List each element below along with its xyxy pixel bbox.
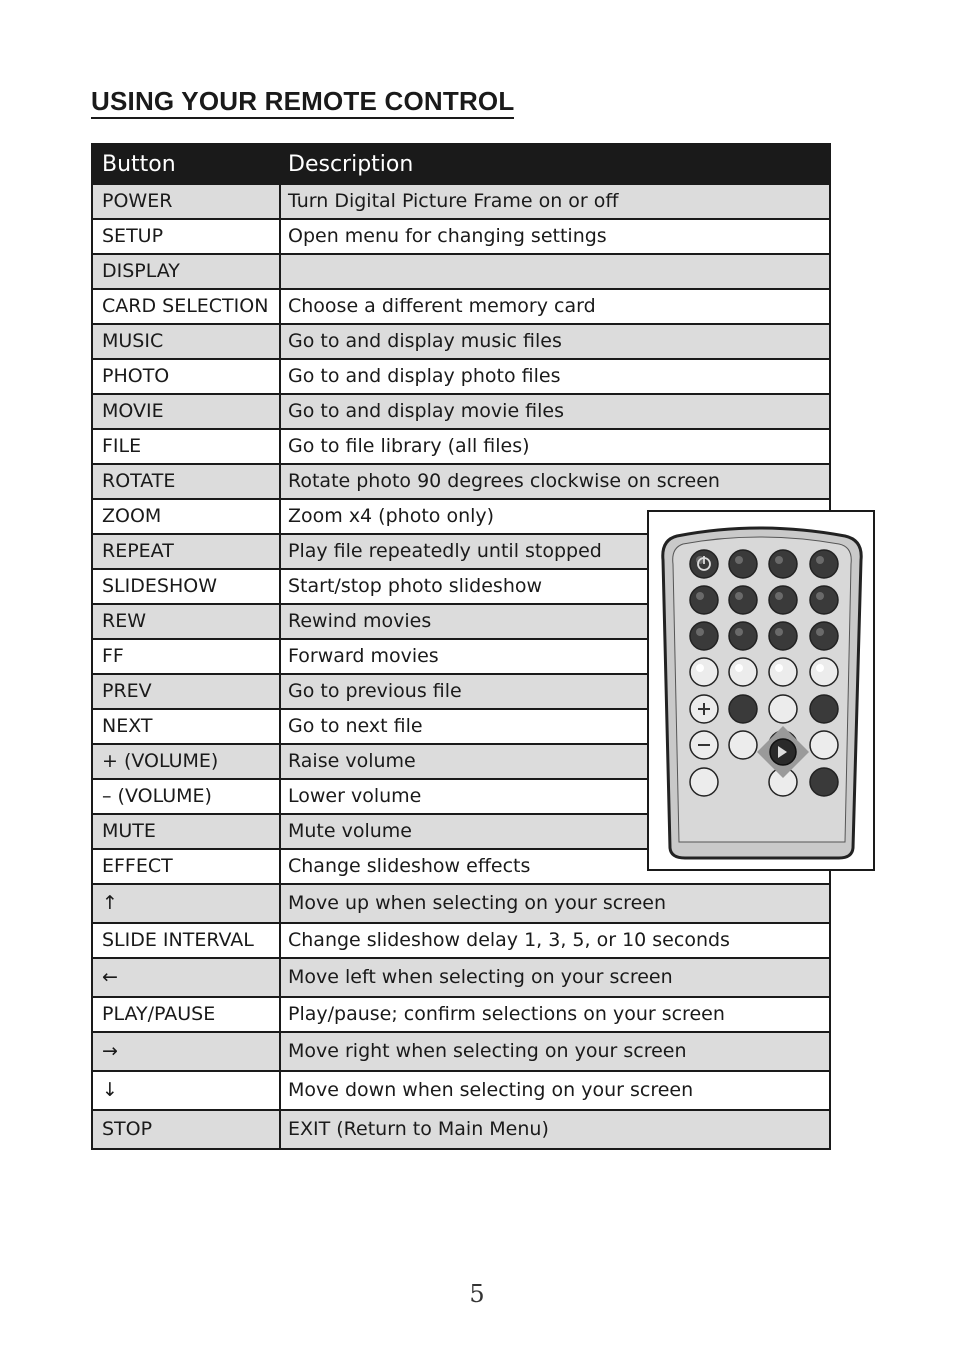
description-cell: Play file repeatedly until stopped: [281, 535, 829, 568]
remote-button-icon: [729, 731, 757, 759]
remote-button-icon: [769, 586, 797, 614]
remote-button-icon: [729, 550, 757, 578]
table-row: [93, 959, 829, 996]
description-cell: Move left when selecting on your screen: [281, 959, 829, 996]
button-name-cell: MUTE: [93, 815, 279, 848]
description-cell: Zoom x4 (photo only): [281, 500, 829, 533]
description-cell: Rotate photo 90 degrees clockwise on screen: [281, 465, 829, 498]
button-highlight: [696, 592, 704, 600]
remote-button-icon: [810, 550, 838, 578]
remote-button-icon: [810, 586, 838, 614]
button-highlight: [816, 556, 824, 564]
remote-button-icon: [769, 695, 797, 723]
table-row: [93, 1111, 829, 1148]
button-name-cell: ZOOM: [93, 500, 279, 533]
description-cell: Mute volume: [281, 815, 829, 848]
description-cell: Raise volume: [281, 745, 829, 778]
button-name-cell: REW: [93, 605, 279, 638]
remote-button-icon: [810, 695, 838, 723]
table-row: [93, 255, 829, 288]
button-highlight: [735, 664, 743, 672]
remote-button-icon: [690, 622, 718, 650]
button-highlight: [775, 628, 783, 636]
remote-button-icon: [690, 658, 718, 686]
description-cell: Go to file library (all files): [281, 430, 829, 463]
button-name-cell: REPEAT: [93, 535, 279, 568]
description-cell: Move down when selecting on your screen: [281, 1072, 829, 1109]
button-name-cell: PREV: [93, 675, 279, 708]
remote-button-icon: [729, 622, 757, 650]
table-row: [93, 1033, 829, 1070]
table-row: [93, 430, 829, 463]
button-name-cell: STOP: [93, 1111, 279, 1148]
button-highlight: [735, 628, 743, 636]
button-highlight: [775, 592, 783, 600]
remote-button-icon: [810, 622, 838, 650]
description-cell: Change slideshow delay 1, 3, 5, or 10 seconds: [281, 924, 829, 957]
remote-button-icon: [729, 658, 757, 686]
remote-control-image: [647, 510, 875, 871]
remote-button-icon: [769, 550, 797, 578]
button-highlight: [735, 556, 743, 564]
description-cell: Play/pause; confirm selections on your screen: [281, 998, 829, 1031]
button-name-cell: – (VOLUME): [93, 780, 279, 813]
button-highlight: [696, 664, 704, 672]
button-name-cell: PHOTO: [93, 360, 279, 393]
description-cell: Open menu for changing settings: [281, 220, 829, 253]
button-name-cell: EFFECT: [93, 850, 279, 883]
button-name-cell: SETUP: [93, 220, 279, 253]
remote-control-illustration: [649, 512, 873, 869]
description-cell: Turn Digital Picture Frame on or off: [281, 185, 829, 218]
remote-button-icon: [810, 768, 838, 796]
description-cell: EXIT (Return to Main Menu): [281, 1111, 829, 1148]
button-highlight: [816, 628, 824, 636]
remote-button-icon: [690, 768, 718, 796]
button-highlight: [696, 628, 704, 636]
table-row: [93, 325, 829, 358]
header-description: Description: [288, 152, 414, 177]
description-cell: Move up when selecting on your screen: [281, 885, 829, 922]
description-cell: Choose a different memory card: [281, 290, 829, 323]
description-cell: Lower volume: [281, 780, 829, 813]
table-row: [93, 924, 829, 957]
description-cell: Go to next file: [281, 710, 829, 743]
description-cell: Go to and display photo files: [281, 360, 829, 393]
remote-button-icon: [810, 658, 838, 686]
description-cell: Go to previous file: [281, 675, 829, 708]
button-highlight: [775, 556, 783, 564]
remote-button-icon: [690, 586, 718, 614]
button-highlight: [735, 592, 743, 600]
description-cell: [281, 255, 829, 288]
description-cell: Rewind movies: [281, 605, 829, 638]
button-name-cell: ↓: [93, 1072, 279, 1109]
remote-button-icon: [769, 622, 797, 650]
page-number: 5: [469, 1280, 485, 1308]
button-name-cell: PLAY/PAUSE: [93, 998, 279, 1031]
button-name-cell: MOVIE: [93, 395, 279, 428]
button-name-cell: ROTATE: [93, 465, 279, 498]
remote-button-icon: [769, 658, 797, 686]
button-name-cell: FF: [93, 640, 279, 673]
page-title: USING YOUR REMOTE CONTROL: [91, 86, 514, 119]
table-row: [93, 185, 829, 218]
button-name-cell: →: [93, 1033, 279, 1070]
button-name-cell: FILE: [93, 430, 279, 463]
description-cell: Go to and display music files: [281, 325, 829, 358]
button-name-cell: SLIDESHOW: [93, 570, 279, 603]
header-button: Button: [102, 152, 176, 177]
table-row: [93, 290, 829, 323]
description-cell: Forward movies: [281, 640, 829, 673]
remote-button-icon: [729, 586, 757, 614]
remote-button-icon: [810, 731, 838, 759]
button-name-cell: NEXT: [93, 710, 279, 743]
table-row: [93, 885, 829, 922]
button-name-cell: SLIDE INTERVAL: [93, 924, 279, 957]
button-name-cell: + (VOLUME): [93, 745, 279, 778]
description-cell: Start/stop photo slideshow: [281, 570, 829, 603]
description-cell: Go to and display movie files: [281, 395, 829, 428]
table-row: [93, 998, 829, 1031]
table-row: [93, 465, 829, 498]
button-name-cell: ↑: [93, 885, 279, 922]
button-highlight: [816, 664, 824, 672]
table-header: [93, 145, 829, 183]
table-row: [93, 395, 829, 428]
description-cell: Change slideshow effects: [281, 850, 829, 883]
table-row: [93, 220, 829, 253]
button-name-cell: CARD SELECTION: [93, 290, 279, 323]
button-highlight: [816, 592, 824, 600]
button-name-cell: ←: [93, 959, 279, 996]
button-name-cell: MUSIC: [93, 325, 279, 358]
button-name-cell: DISPLAY: [93, 255, 279, 288]
remote-button-icon: [729, 695, 757, 723]
description-cell: Move right when selecting on your screen: [281, 1033, 829, 1070]
table-row: [93, 360, 829, 393]
button-highlight: [775, 664, 783, 672]
button-name-cell: POWER: [93, 185, 279, 218]
table-row: [93, 1072, 829, 1109]
